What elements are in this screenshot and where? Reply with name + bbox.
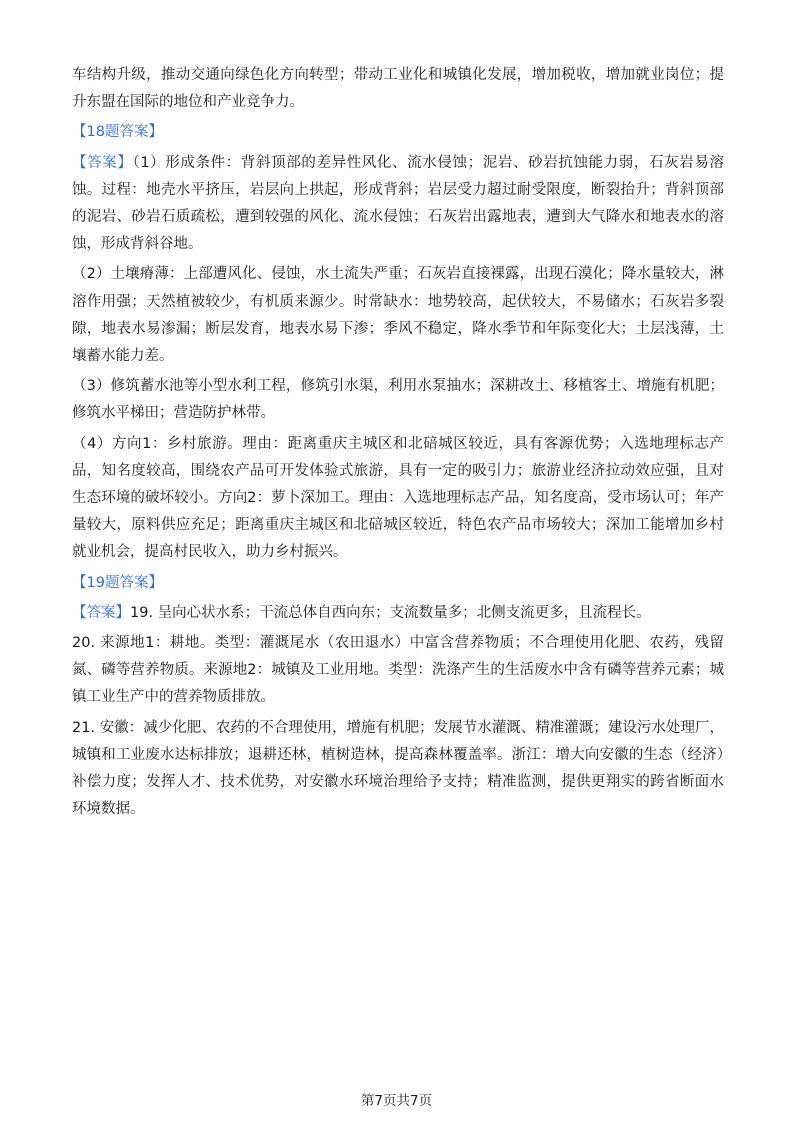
q18-heading [72,119,724,146]
q19-item21-text: 21. 安徽：减少化肥、农药的不合理使用，增施有机肥；发展节水灌溉、精准灌溉；建设污水处理厂，城镇和工业废水达标排放；退耕还林，植树造林，提高森林覆盖率。浙江：增大向安徽的生态（经济）补偿力度；发挥人才、技术优势，对安徽水环境治理给予支持；精准监测，提供更翔实的跨省断面水环境数据。 [72,719,724,818]
page-number: 第7页共7页 [360,1093,433,1109]
q19-heading [72,570,724,597]
continuation-paragraph [72,62,724,116]
q18-part2-text: （2）土壤瘠薄：上部遭风化、侵蚀，水土流失严重；石灰岩直接裸露，出现石漠化；降水量较大，淋溶作用强；天然植被较少，有机质来源少。时常缺水：地势较高，起伏较大，不易储水；石灰岩多裂隙，地表水易渗漏；断层发育，地表水易下渗；季风不稳定，降水季节和年际变化大；土层浅薄，土壤蓄水能力差。 [72,266,724,365]
q19-item20-text: 20. 来源地1：耕地。类型：灌溉尾水（农田退水）中富含营养物质；不合理使用化肥、农药，残留氮、磷等营养物质。来源地2：城镇及工业用地。类型：洗涤产生的生活废水中含有磷等营养元素；城镇工业生产中的营养物质排放。 [72,635,724,706]
q18-part3-text: （3）修筑蓄水池等小型水利工程，修筑引水渠，利用水泵抽水；深耕改土、移植客土、增施有机肥；修筑水平梯田；营造防护林带。 [72,378,724,422]
q18-part4-text: （4）方向1：乡村旅游。理由：距离重庆主城区和北碚城区较近，具有客源优势；入选地理标志产品，知名度较高，围绕农产品可开发体验式旅游，具有一定的吸引力；旅游业经济拉动效应强，且对生态环境的破坏较小。方向2：萝卜深加工。理由：入选地理标志产品，知名度高，受市场认可；年产量较大，原料供应充足；距离重庆主城区和北碚城区较近，特色农产品市场较大；深加工能增加乡村就业机会，提高村民收入，助力乡村振兴。 [72,435,724,561]
q19-item20 [72,630,724,712]
q19-item19 [72,600,724,627]
document-body [72,62,724,826]
q18-part3 [72,373,724,427]
q19-item21 [72,715,724,824]
q18-heading-label: 【18题答案】 [72,124,163,141]
q18-part1-text: （1）形成条件：背斜顶部的差异性风化、流水侵蚀；泥岩、砂岩抗蚀能力弱，石灰岩易溶蚀。过程：地壳水平挤压，岩层向上拱起，形成背斜；岩层受力超过耐受限度，断裂抬升；背斜顶部的泥岩、砂岩石质疏松，遭到较强的风化、流水侵蚀；石灰岩出露地表，遭到大气降水和地表水的溶蚀，形成背斜谷地。 [72,154,724,253]
q18-part1 [72,150,724,259]
q19-item19-text: 19. 呈向心状水系；干流总体自西向东；支流数量多；北侧支流更多，且流程长。 [130,604,651,621]
q18-answer-tag: 【答案】 [72,154,133,171]
q18-part4 [72,431,724,567]
q18-part2 [72,261,724,370]
q19-answer-tag: 【答案】 [72,604,130,621]
q19-heading-label: 【19题答案】 [72,574,163,591]
page-footer [0,1089,793,1109]
continuation-text: 车结构升级，推动交通向绿色化方向转型；带动工业化和城镇化发展，增加税收，增加就业岗位；提升东盟在国际的地位和产业竞争力。 [72,67,724,111]
